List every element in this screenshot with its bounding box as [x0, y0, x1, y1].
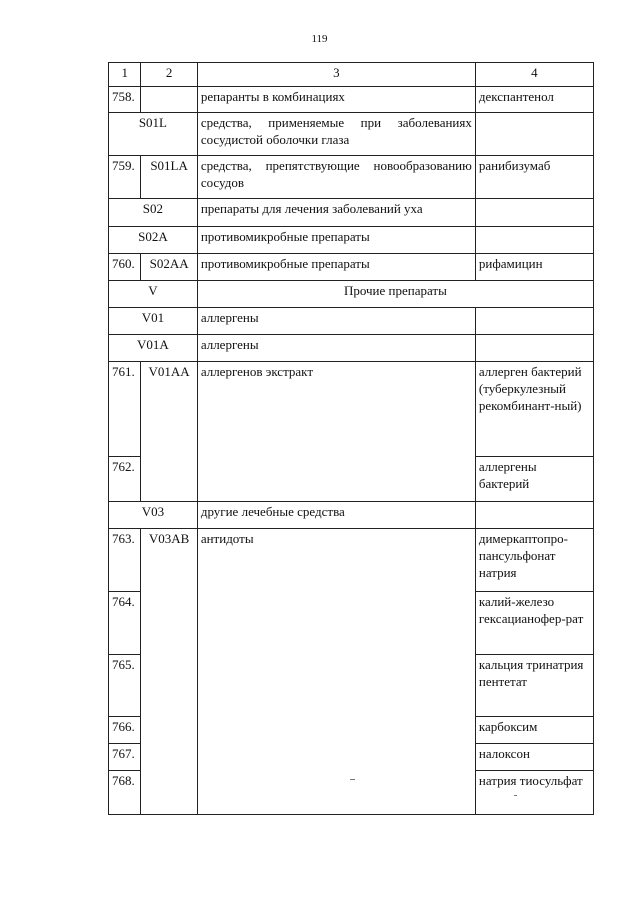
group-description: репаранты в комбинациях	[197, 87, 475, 113]
drug-name: кальция тринатрия пентетат	[475, 655, 593, 717]
table-row	[109, 199, 594, 227]
table-row	[109, 87, 594, 113]
drug-name: карбоксим	[475, 717, 593, 744]
drug-name: натрия тиосульфат	[475, 771, 593, 815]
group-description: средства, препятствующие новообразованию сосудов	[197, 156, 475, 199]
atc-code: S01LA	[141, 156, 197, 199]
atc-code: V	[109, 281, 198, 308]
atc-code: V03	[109, 502, 198, 529]
table-row	[109, 156, 594, 199]
row-number: 759.	[109, 156, 141, 199]
table-row	[109, 362, 594, 457]
atc-code: V03AB	[141, 529, 197, 815]
drug-name-empty	[475, 335, 593, 362]
header-row	[109, 63, 594, 87]
drug-classification-table	[108, 62, 594, 815]
column-header-4: 4	[475, 63, 593, 87]
row-number: 765.	[109, 655, 141, 717]
table-row	[109, 281, 594, 308]
row-number: 761.	[109, 362, 141, 457]
drug-name: аллерген бактерий (туберкулезный рекомбинант-ный)	[475, 362, 593, 457]
atc-code: S02	[109, 199, 198, 227]
row-number: 768.	[109, 771, 141, 815]
drug-name: калий-железо гексацианофер-рат	[475, 592, 593, 655]
atc-code: V01	[109, 308, 198, 335]
group-description: аллергенов экстракт	[197, 362, 475, 502]
drug-name: аллергены бактерий	[475, 457, 593, 502]
scan-speck	[514, 795, 517, 796]
drug-name-empty	[475, 227, 593, 254]
table-row	[109, 113, 594, 156]
row-number: 763.	[109, 529, 141, 592]
group-description: противомикробные препараты	[197, 254, 475, 281]
group-description: препараты для лечения заболеваний уха	[197, 199, 475, 227]
drug-name-empty	[475, 199, 593, 227]
table-row	[109, 254, 594, 281]
drug-name: налоксон	[475, 744, 593, 771]
column-header-1: 1	[109, 63, 141, 87]
table-row	[109, 227, 594, 254]
column-header-2: 2	[141, 63, 197, 87]
row-number: 764.	[109, 592, 141, 655]
group-description: противомикробные препараты	[197, 227, 475, 254]
table-row	[109, 335, 594, 362]
drug-name-empty	[475, 502, 593, 529]
atc-code	[141, 87, 197, 113]
table-row	[109, 529, 594, 592]
row-number: 760.	[109, 254, 141, 281]
drug-name: ранибизумаб	[475, 156, 593, 199]
row-number: 766.	[109, 717, 141, 744]
column-header-3: 3	[197, 63, 475, 87]
drug-name: рифамицин	[475, 254, 593, 281]
drug-name: димеркаптопро-пансульфонат натрия	[475, 529, 593, 592]
row-number: 762.	[109, 457, 141, 502]
group-description: аллергены	[197, 308, 475, 335]
row-number: 758.	[109, 87, 141, 113]
drug-name: декспантенол	[475, 87, 593, 113]
drug-name-empty	[475, 308, 593, 335]
group-description: другие лечебные средства	[197, 502, 475, 529]
atc-code: V01AA	[141, 362, 197, 502]
group-description: средства, применяемые при заболеваниях сосудистой оболочки глаза	[197, 113, 475, 156]
row-number: 767.	[109, 744, 141, 771]
group-description: антидоты	[197, 529, 475, 815]
atc-code: S01L	[109, 113, 198, 156]
section-title: Прочие препараты	[197, 281, 593, 308]
atc-code: V01A	[109, 335, 198, 362]
atc-code: S02AA	[141, 254, 197, 281]
atc-code: S02A	[109, 227, 198, 254]
table-row	[109, 502, 594, 529]
scan-speck	[350, 779, 355, 780]
table-row	[109, 308, 594, 335]
drug-name-empty	[475, 113, 593, 156]
group-description: аллергены	[197, 335, 475, 362]
page-number: 119	[311, 33, 328, 45]
